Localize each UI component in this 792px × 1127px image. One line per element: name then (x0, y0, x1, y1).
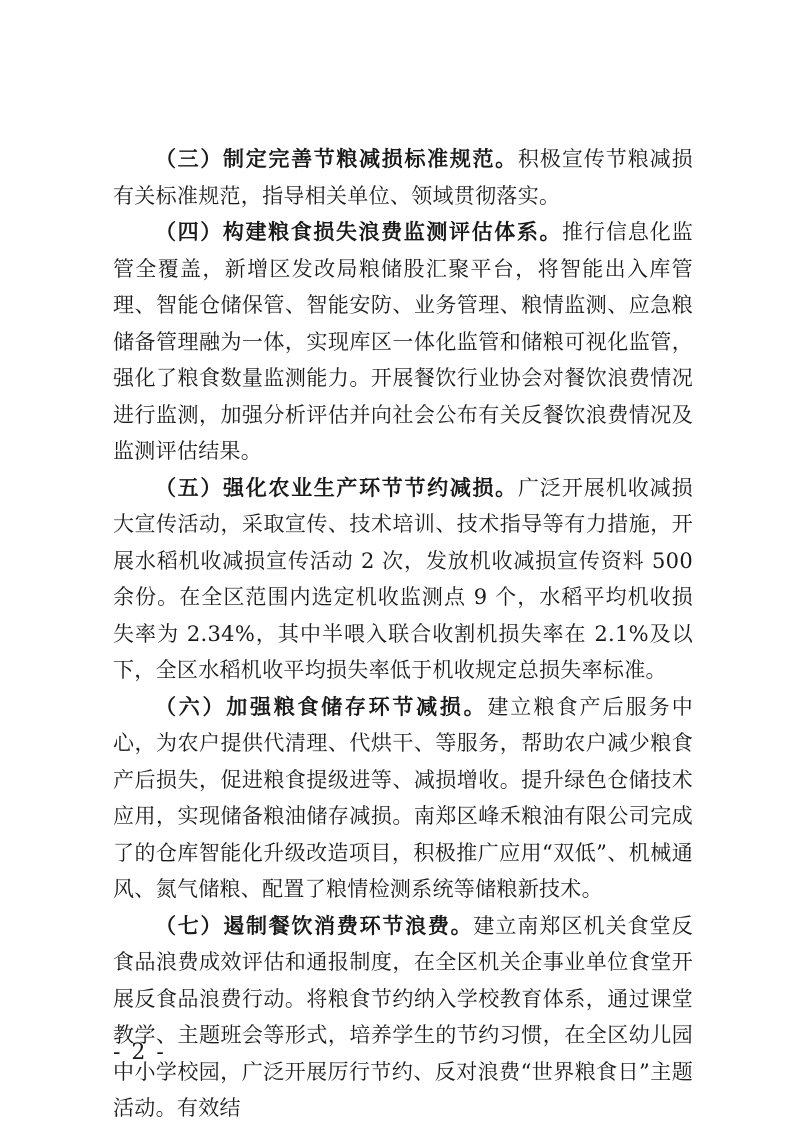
section-heading-5: （五）强化农业生产环节节约减损。 (155, 475, 518, 500)
section-heading-3: （三）制定完善节粮减损标准规范。 (155, 147, 518, 171)
section-heading-4: （四）构建粮食损失浪费监测评估体系。 (155, 220, 563, 244)
document-body (113, 141, 693, 1127)
section-body-7: 建立南郑区机关食堂反食品浪费成效评估和通报制度，在全区机关企事业单位食堂开展反食品浪费行动。将粮食节约纳入学校教育体系，通过课堂教学、主题班会等形式，培养学生的节约习惯，在全区幼儿园中小学校园，广泛开展厉行节约、反对浪费“世界粮食日”主题活动。有效结 (113, 913, 694, 1120)
section-body-3: 积极宣传节粮减损有关标准规范，指导相关单位、领域贯彻落实。 (113, 147, 694, 208)
paragraph-6 (113, 689, 693, 908)
paragraph-7 (113, 908, 693, 1127)
section-body-5: 广泛开展机收减损大宣传活动，采取宣传、技术培训、技术指导等有力措施，开展水稻机收减损宣传活动 2 次，发放机收减损宣传资料 500 余份。在全区范围内选定机收监测点 9 个，水稻平均机收损失率为 2.34%，其中半喂入联合收割机损失率在 2.1%及以下，全区水稻机收平均损失率低于机收规定总损失率标准。 (113, 475, 694, 682)
section-body-4: 推行信息化监管全覆盖，新增区发改局粮储股汇聚平台，将智能出入库管理、智能仓储保管、智能安防、业务管理、粮情监测、应急粮储备管理融为一体，实现库区一体化监管和储粮可视化监管，强化了粮食数量监测能力。开展餐饮行业协会对餐饮浪费情况进行监测，加强分析评估并向社会公布有关反餐饮浪费情况及监测评估结果。 (113, 220, 693, 463)
section-body-6: 建立粮食产后服务中心，为农户提供代清理、代烘干、等服务，帮助农户减少粮食产后损失，促进粮食提级进等、减损增收。提升绿色仓储技术应用，实现储备粮油储存减损。南郑区峰禾粮油有限公司完成了的仓库智能化升级改造项目，积极推广应用“双低”、机械通风、氮气储粮、配置了粮情检测系统等储粮新技术。 (113, 694, 694, 901)
paragraph-3 (113, 141, 693, 214)
paragraph-5 (113, 470, 693, 689)
page-number: - 2 - (113, 1040, 166, 1065)
section-heading-7: （七）遏制餐饮消费环节浪费。 (155, 913, 474, 938)
paragraph-4 (113, 214, 693, 470)
section-heading-6: （六）加强粮食储存环节减损。 (155, 694, 488, 719)
